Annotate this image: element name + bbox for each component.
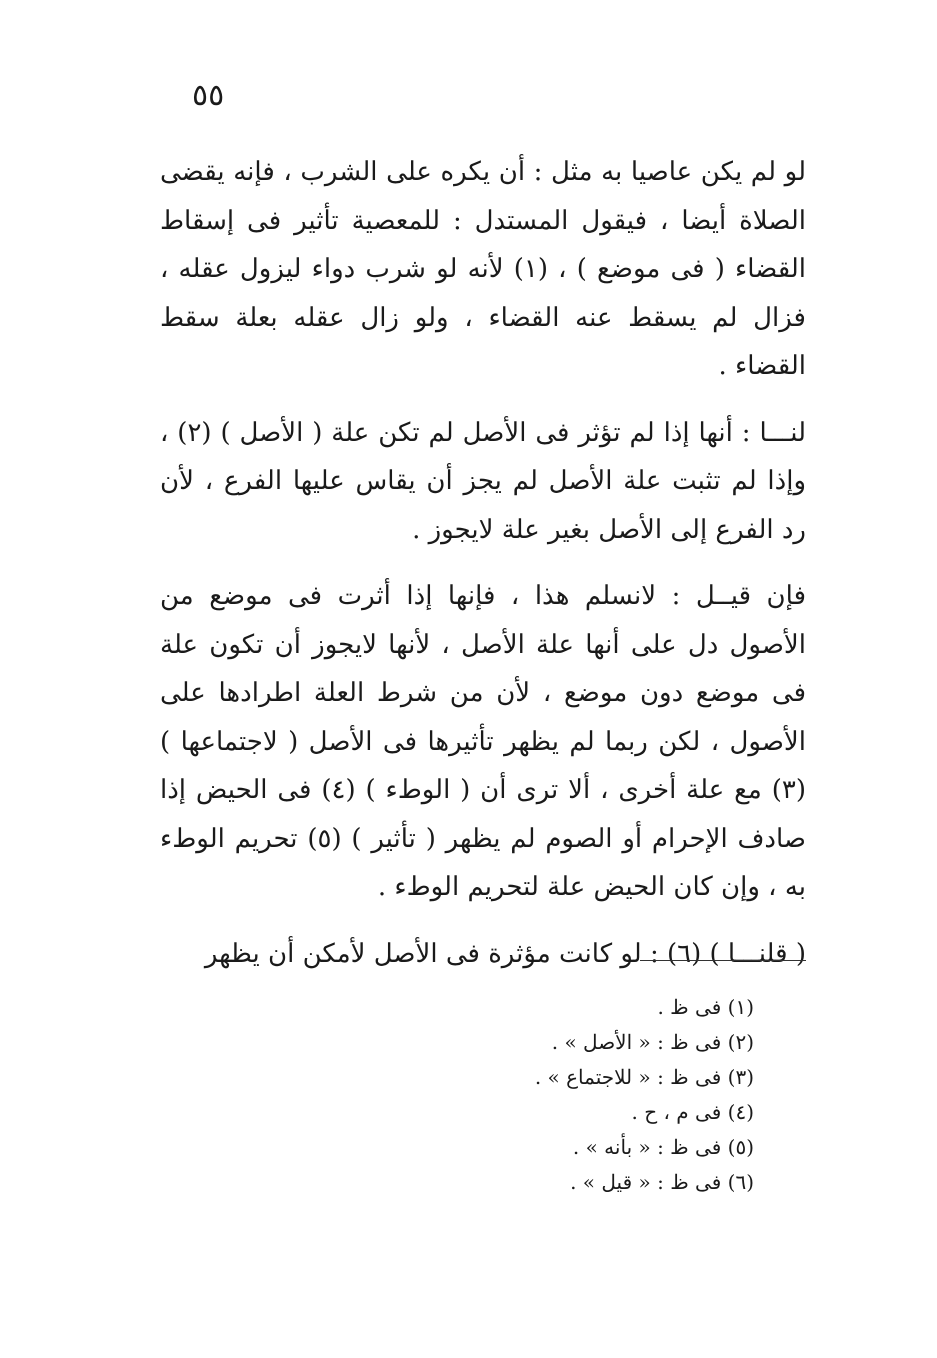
footnote-separator xyxy=(640,960,806,961)
footnote-6: (٦) فى ظ : « قيل » . xyxy=(570,1170,754,1194)
paragraph-1: لو لم يكن عاصيا به مثل : أن يكره على الشرب ، فإنه يقضى الصلاة أيضا ، فيقول المستدل : للمعصية تأثير فى إسقاط القضاء ( فى موضع ) ، (١) لأنه لو شرب دواء ليزول عقله ، فزال لم يسقط عنه القضاء ، ولو زال عقله بعلة سقط القضاء . xyxy=(160,157,806,381)
page-number: ٥٥ xyxy=(192,78,225,113)
footnote-3: (٣) فى ظ : « للاجتماع » . xyxy=(534,1065,754,1089)
paragraph-4: ( قلنـــا ) (٦) : لو كانت مؤثرة فى الأصل لأمكن أن يظهر xyxy=(204,938,806,969)
footnote-2: (٢) فى ظ : « الأصل » . xyxy=(551,1030,754,1054)
footnote-4: (٤) فى م ، ح . xyxy=(631,1100,754,1124)
paragraph-3: فإن قيــل : لانسلم هذا ، فإنها إذا أثرت فى موضع من الأصول دل على أنها علة الأصل ، لأنها لايجوز أن تكون علة فى موضع دون موضع ، لأن من شرط العلة اطرادها على الأصول ، لكن ربما لم يظهر تأثيرها فى الأصل ( لاجتماعها ) (٣) مع علة أخرى ، ألا ترى أن ( الوطء ) (٤) فى الحيض إذا صادف الإحرام أو الصوم لم يظهر ( تأثير ) (٥) تحريم الوطء به ، وإن كان الحيض علة لتحريم الوطء . xyxy=(160,581,806,902)
footnotes-list xyxy=(334,990,754,1200)
footnote-1: (١) فى ظ . xyxy=(657,995,754,1019)
main-text xyxy=(160,148,806,996)
paragraph-2: لنـــا : أنها إذا لم تؤثر فى الأصل لم تكن علة ( الأصل ) (٢) ، وإذا لم تثبت علة الأصل لم يجز أن يقاس عليها الفرع ، لأن رد الفرع إلى الأصل بغير علة لايجوز . xyxy=(160,417,806,545)
footnote-5: (٥) فى ظ : « بأنه » . xyxy=(572,1135,754,1159)
